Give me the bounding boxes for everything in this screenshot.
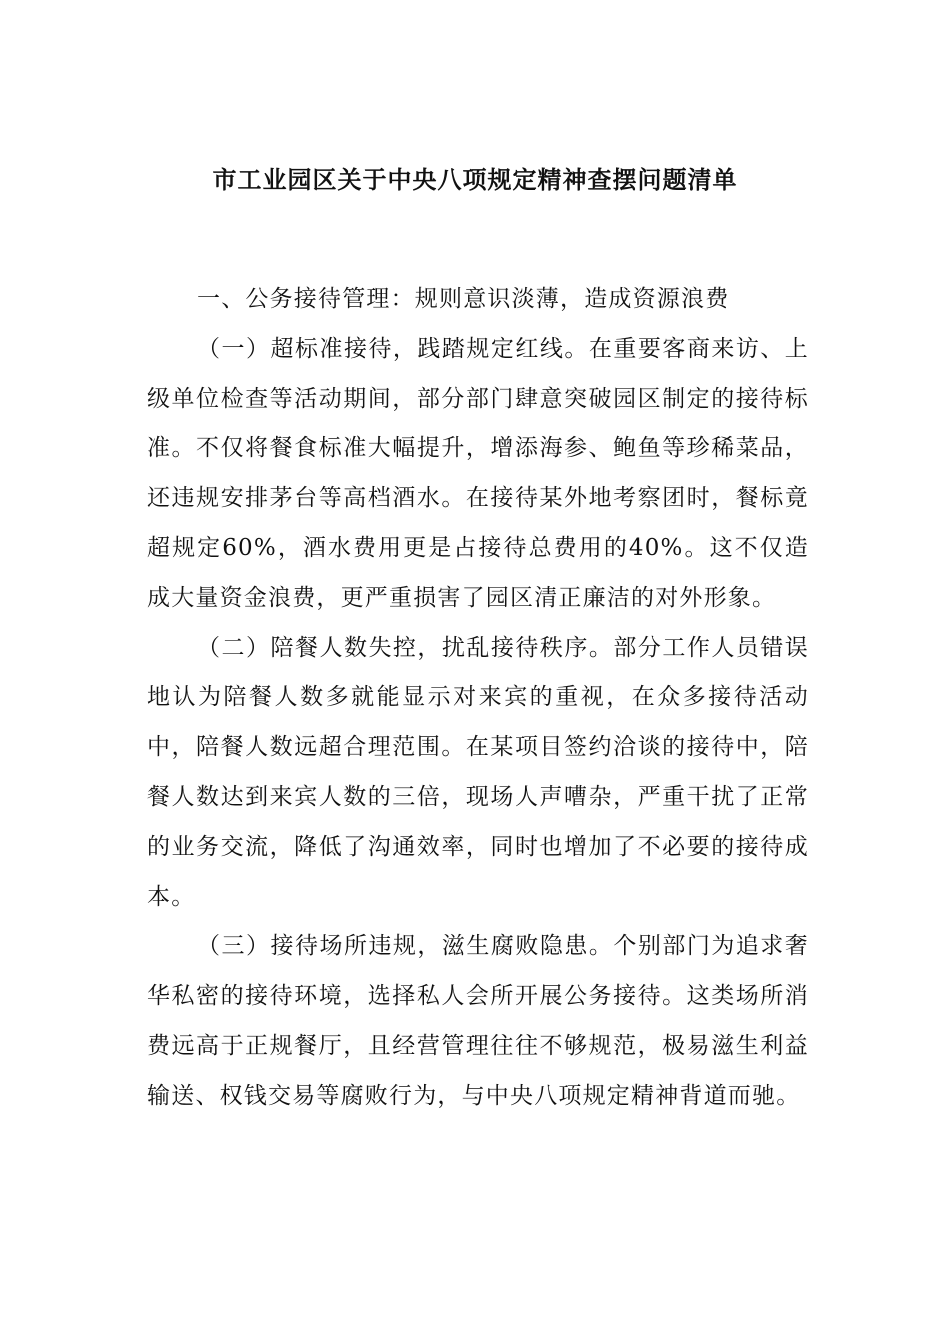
section-heading: 一、公务接待管理：规则意识淡薄，造成资源浪费 <box>197 286 730 312</box>
document-title: 市工业园区关于中央八项规定精神查摆问题清单 <box>212 165 738 194</box>
paragraph-2: （二）陪餐人数失控，扰乱接待秩序。部分工作人员错误地认为陪餐人数多就能显示对来宾的重视，在众多接待活动中，陪餐人数远超合理范围。在某项目签约洽谈的接待中，陪餐人数达到来宾人数的三倍，现场人声嘈杂，严重干扰了正常的业务交流，降低了沟通效率，同时也增加了不必要的接待成本。 <box>147 634 809 910</box>
paragraph-1: （一）超标准接待，践踏规定红线。在重要客商来访、上级单位检查等活动期间，部分部门肆意突破园区制定的接待标准。不仅将餐食标准大幅提升，增添海参、鲍鱼等珍稀菜品，还违规安排茅台等高档酒水。在接待某外地考察团时，餐标竟超规定60%，酒水费用更是占接待总费用的40%。这不仅造成大量资金浪费，更严重损害了园区清正廉洁的对外形象。 <box>147 335 809 611</box>
paragraph-3: （三）接待场所违规，滋生腐败隐患。个别部门为追求奢华私密的接待环境，选择私人会所开展公务接待。这类场所消费远高于正规餐厅，且经营管理往往不够规范，极易滋生利益输送、权钱交易等腐败行为，与中央八项规定精神背道而驰。 <box>147 933 809 1109</box>
document-body <box>147 275 809 1122</box>
